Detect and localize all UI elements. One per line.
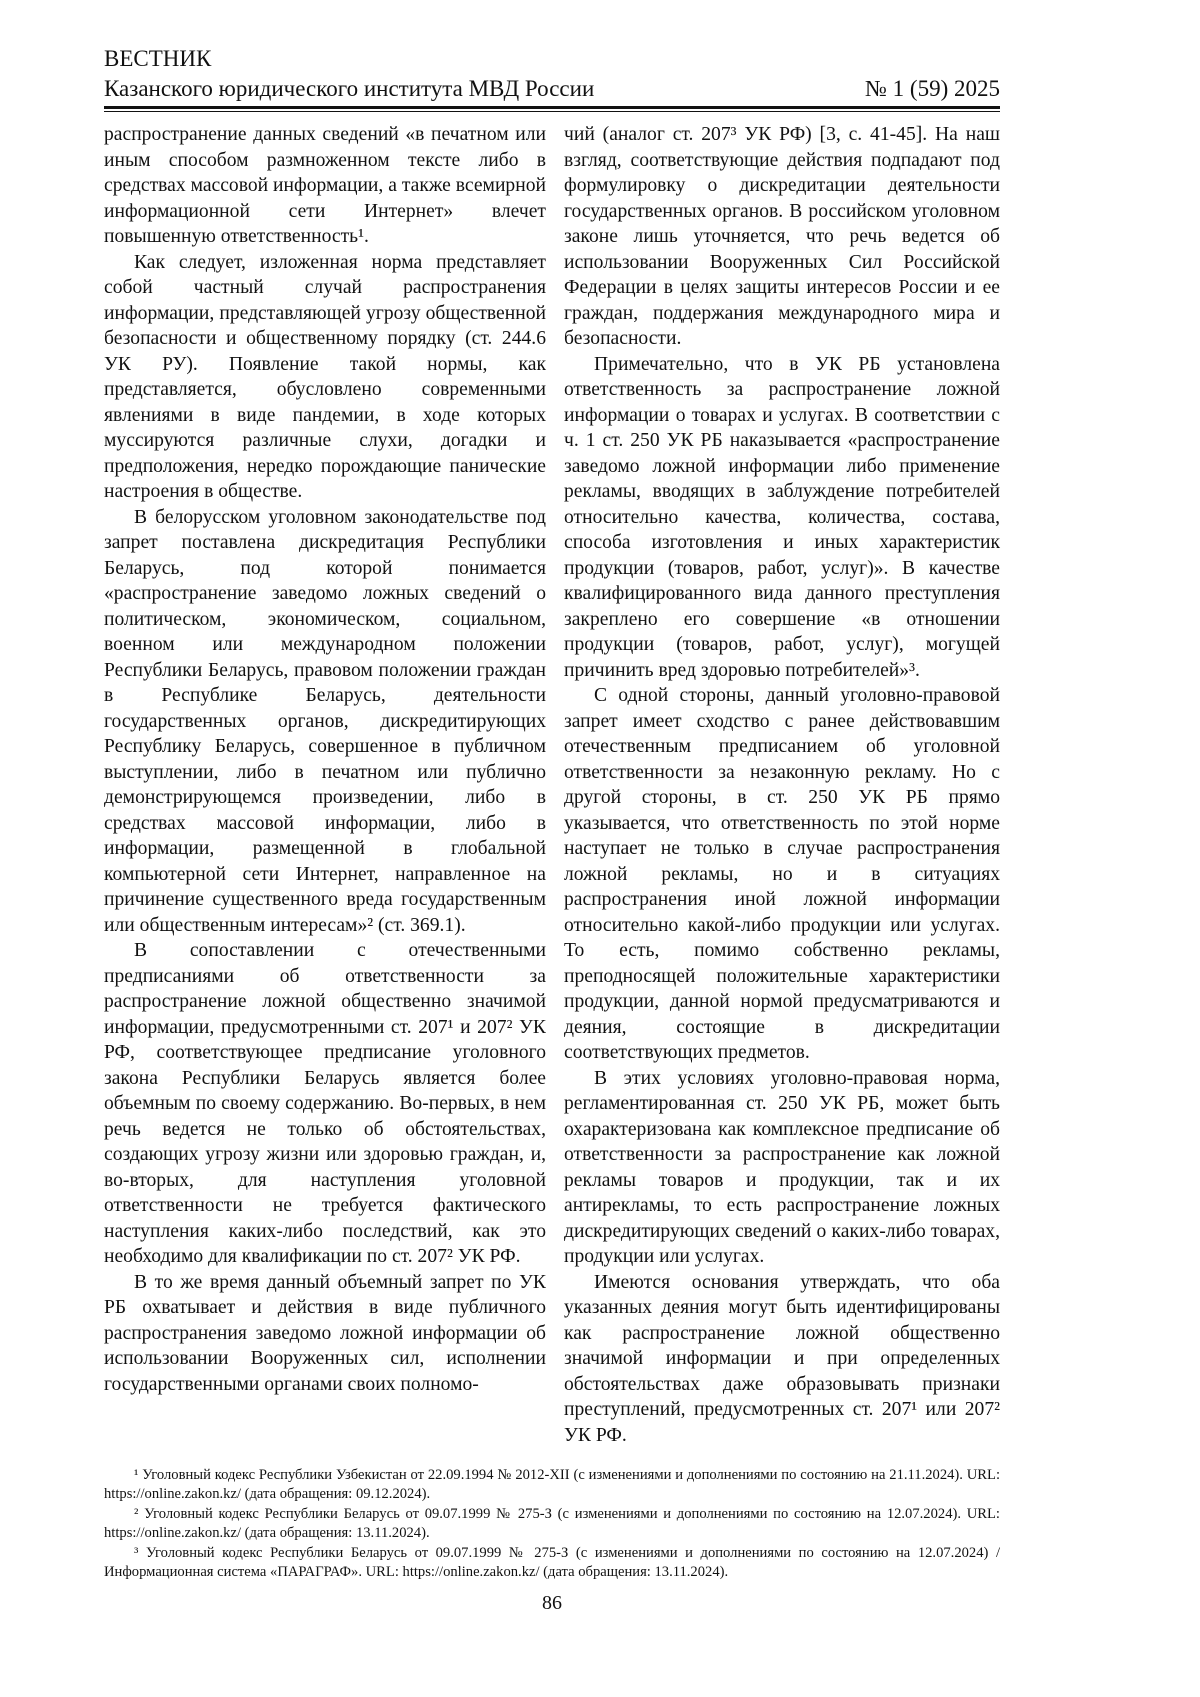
- journal-subtitle: Казанского юридического института МВД России: [104, 76, 595, 101]
- body-columns: [104, 122, 1000, 1448]
- footnote: ² Уголовный кодекс Республики Беларусь от 09.07.1999 № 275-З (с изменениями и дополнениями по состоянию на 12.07.2024). URL: https://online.zakon.kz/ (дата обращения: 13.11.2024).: [104, 1506, 1000, 1541]
- paragraph: распространение данных сведений «в печатном или иным способом размноженном тексте либо в средствах массовой информации, а также всемирной информационной сети Интернет» влечет повышенную ответственность¹.: [104, 124, 546, 247]
- paragraph: Примечательно, что в УК РБ установлена ответственность за распространение ложной информации о товарах и услугах. В соответствии с ч. 1 ст. 250 УК РБ наказывается «распространение заведомо ложной информации либо применение рекламы, вводящих в заблуждение потребителей относительно качества, количества, состава, способа изготовления и иных характеристик продукции (товаров, работ, услуг)». В качестве квалифицированного вида данного преступления закреплено его совершение «в отношении продукции (товаров, работ, услуг), могущей причинить вред здоровью потребителей»³.: [564, 353, 1000, 681]
- paragraph: В этих условиях уголовно-правовая норма, регламентированная ст. 250 УК РБ, может быть охарактеризована как комплексное предписание об ответственности за распространение как ложной рекламы товаров и продукции, так и их антирекламы, то есть распространение ложных дискредитирующих сведений о каких-либо товарах, продукции или услугах.: [564, 1067, 1000, 1267]
- paragraph: В сопоставлении с отечественными предписаниями об ответственности за распространение ложной общественно значимой информации, предусмотренными ст. 207¹ и 207² УК РФ, соответствующее предписание уголовного закона Республики Беларусь является более объемным по своему содержанию. Во-первых, в нем речь ведется не только об обстоятельствах, создающих угрозу жизни или здоровью граждан, и, во-вторых, для наступления уголовной ответственности не требуется фактического наступления каких-либо последствий, как это необходимо для квалификации по ст. 207² УК РФ.: [104, 940, 546, 1267]
- left-column: [104, 122, 546, 1397]
- footnote: ¹ Уголовный кодекс Республики Узбекистан от 22.09.1994 № 2012-XII (с изменениями и дополнениями по состоянию на 21.11.2024). URL: https://online.zakon.kz/ (дата обращения: 09.12.2024).: [104, 1467, 1000, 1502]
- right-column: [564, 122, 1000, 1448]
- paragraph: чий (аналог ст. 207³ УК РФ) [3, с. 41-45]. На наш взгляд, соответствующие действия подпадают под формулировку о дискредитации деятельности государственных органов. В российском уголовном законе лишь уточняется, что речь ведется об использовании Вооруженных Сил Российской Федерации в целях защиты интересов России и ее граждан, поддержания международного мира и безопасности.: [564, 124, 1000, 349]
- paragraph: Как следует, изложенная норма представляет собой частный случай распространения информации, представляющей угрозу общественной безопасности и общественному порядку (ст. 244.6 УК РУ). Появление такой нормы, как представляется, обусловлено современными явлениями в виде пандемии, в ходе которых муссируются различные слухи, догадки и предположения, нередко порождающие панические настроения в обществе.: [104, 251, 546, 502]
- running-header: [104, 74, 1000, 104]
- page-number: 86: [542, 1592, 562, 1614]
- journal-title: ВЕСТНИК: [104, 46, 212, 71]
- header-rule-thin: [104, 111, 1000, 112]
- footnote: ³ Уголовный кодекс Республики Беларусь от 09.07.1999 № 275-З (с изменениями и дополнениями по состоянию на 12.07.2024) / Информационная система «ПАРАГРАФ». URL: https://online.zakon.kz/ (дата обращения: 13.11.2024).: [104, 1545, 1000, 1580]
- paragraph: В белорусском уголовном законодательстве под запрет поставлена дискредитация Республики Беларусь, под которой понимается «распространение заведомо ложных сведений о политическом, экономическом, социальном, военном или международном положении Республики Беларусь, правовом положении граждан в Республике Беларусь, деятельности государственных органов, дискредитирующих Республику Беларусь, совершенное в публичном выступлении, либо в печатном или публично демонстрирующемся произведении, либо в средствах массовой информации, либо в информации, размещенной в глобальной компьютерной сети Интернет, направленное на причинение существенного вреда государственным или общественным интересам»² (ст. 369.1).: [104, 506, 546, 936]
- paragraph: С одной стороны, данный уголовно-правовой запрет имеет сходство с ранее действовавшим отечественным предписанием об уголовной ответственности за незаконную рекламу. Но с другой стороны, в ст. 250 УК РБ прямо указывается, что ответственность по этой норме наступает не только в случае распространения ложной рекламы, но и в ситуациях распространения иной ложной информации относительно какой-либо продукции или услугах. То есть, помимо собственно рекламы, преподносящей положительные характеристики продукции, данной нормой предусматриваются и деяния, состоящие в дискредитации соответствующих предметов.: [564, 685, 1000, 1063]
- page: [104, 44, 1000, 1615]
- paragraph: Имеются основания утверждать, что оба указанных деяния могут быть идентифицированы как распространение ложной общественно значимой информации и при определенных обстоятельствах даже образовывать признаки преступлений, предусмотренных ст. 207¹ или 207² УК РФ.: [564, 1271, 1000, 1446]
- paragraph: В то же время данный объемный запрет по УК РБ охватывает и действия в виде публичного распространения заведомо ложной информации об использовании Вооруженных сил, исполнении государственными органами своих полномо-: [104, 1271, 546, 1395]
- issue-number: № 1 (59) 2025: [864, 76, 1000, 101]
- footnotes: [104, 1466, 1000, 1581]
- header-rule-thick: [104, 106, 1000, 109]
